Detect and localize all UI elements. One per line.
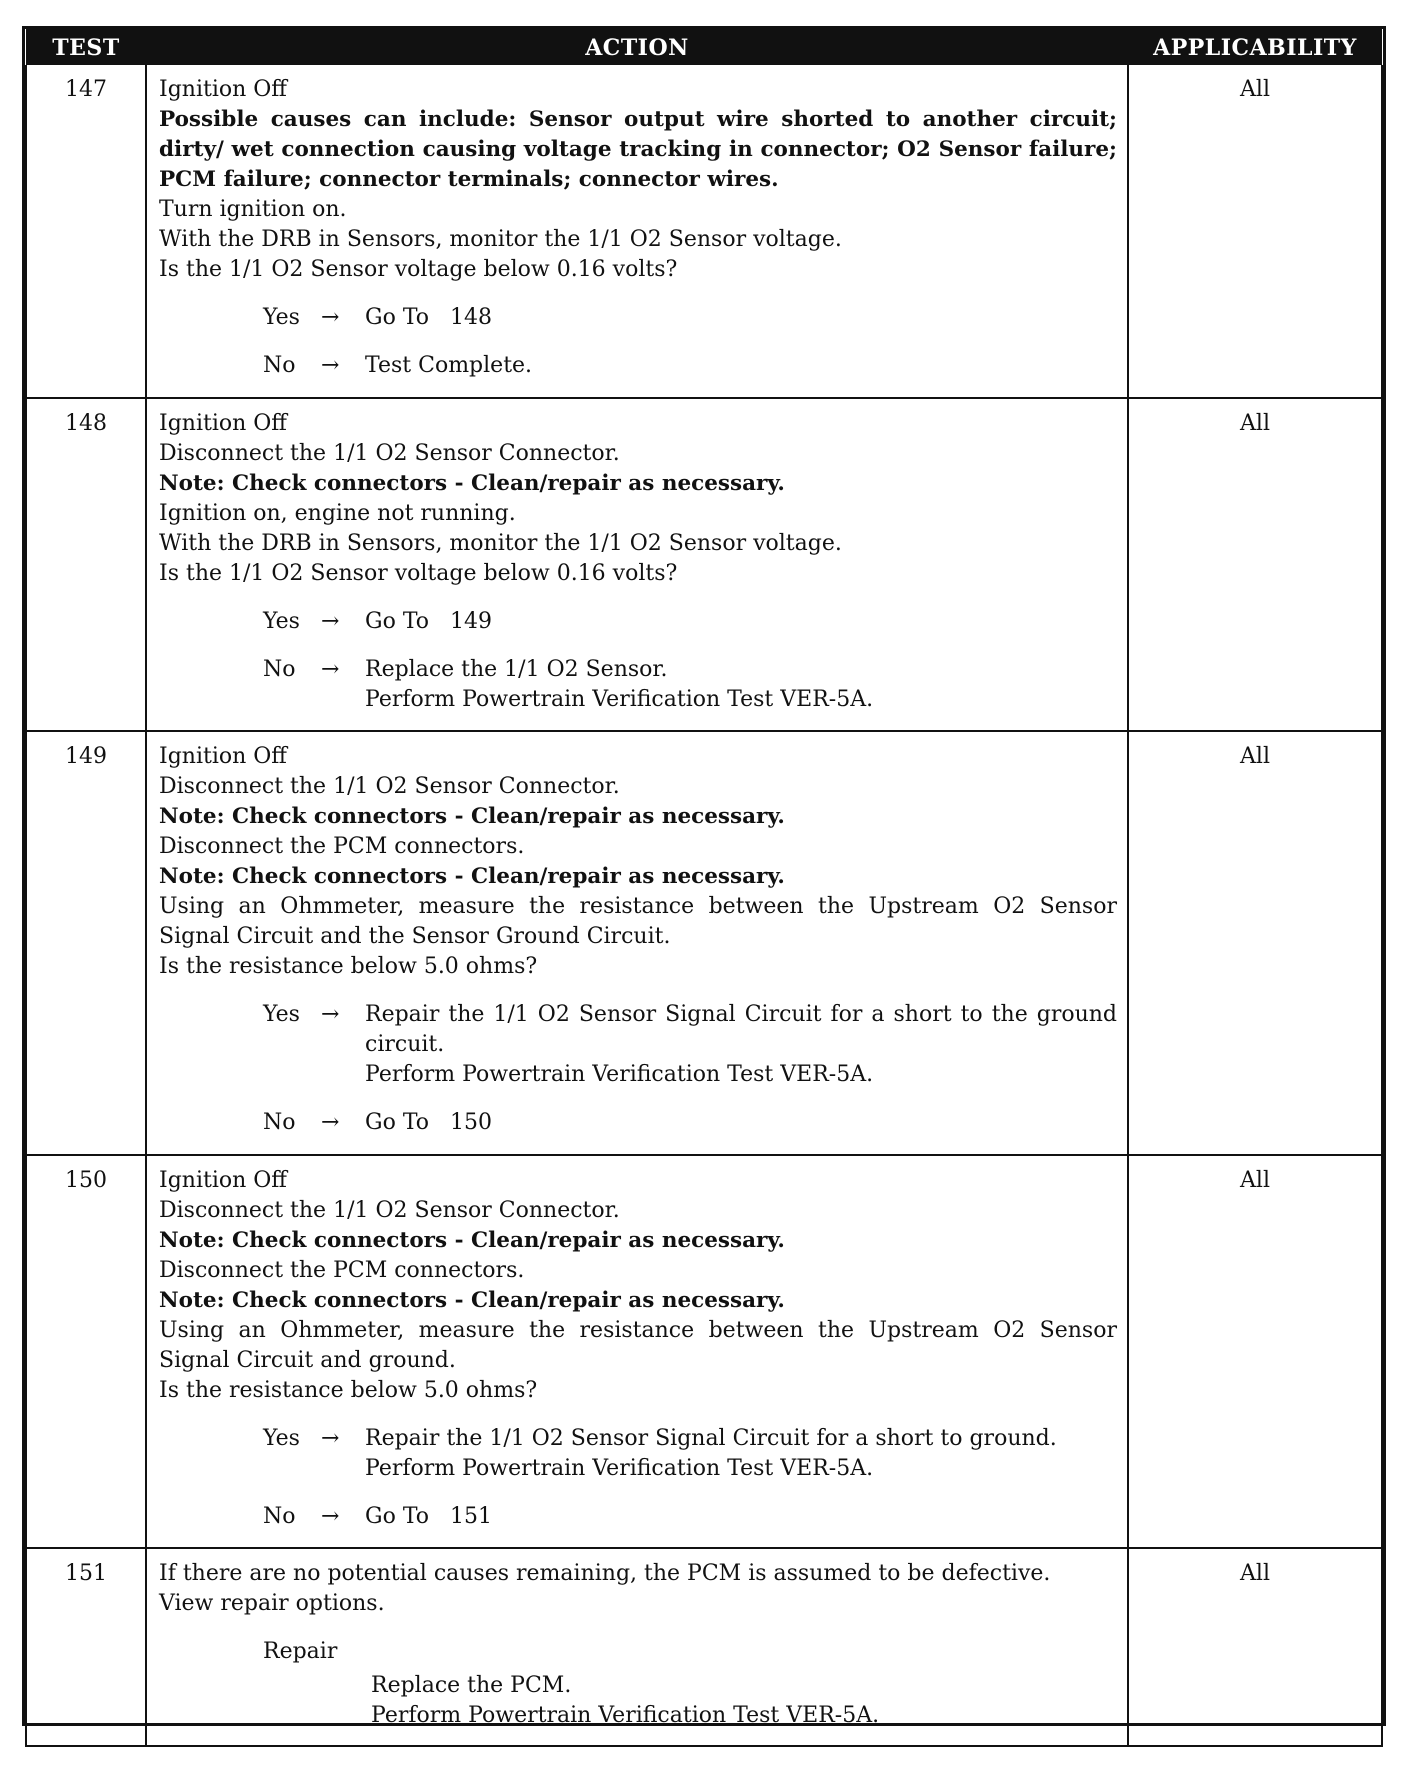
- applicability-value: All: [1128, 398, 1382, 731]
- action-line: Ignition Off: [159, 744, 287, 769]
- no-result-line: Perform Powertrain Verification Test VER-5A.: [365, 687, 874, 712]
- applicability-value: All: [1128, 65, 1382, 398]
- yes-result-line: Perform Powertrain Verification Test VER-5A.: [365, 1062, 874, 1087]
- test-action: [146, 65, 1128, 398]
- action-line: Disconnect the PCM connectors.: [159, 834, 525, 859]
- test-number: 149: [26, 731, 146, 1155]
- no-result: Test Complete.: [365, 353, 533, 378]
- test-row-150: [26, 1155, 1382, 1548]
- test-action: [146, 731, 1128, 1155]
- no-label: No: [263, 1110, 296, 1135]
- test-number: 148: [26, 398, 146, 731]
- no-result-line: Replace the 1/1 O2 Sensor.: [365, 657, 668, 682]
- yes-result: Go To 148: [365, 305, 492, 330]
- yes-result: Go To 149: [365, 609, 492, 634]
- yes-label: Yes: [263, 1426, 300, 1451]
- diagnostic-test-table: [25, 29, 1383, 1747]
- arrow-right-icon: →: [321, 657, 340, 682]
- applicability-value: All: [1128, 1155, 1382, 1548]
- action-line: Using an Ohmmeter, measure the resistance between the Upstream O2 Sensor Signal Circuit and the Sensor Ground Circuit.: [159, 894, 1117, 949]
- arrow-right-icon: →: [321, 609, 340, 634]
- arrow-right-icon: →: [321, 1504, 340, 1529]
- test-row-147: [26, 65, 1382, 398]
- action-line: Disconnect the PCM connectors.: [159, 1258, 525, 1283]
- yes-branch: [263, 607, 1117, 637]
- header-action: ACTION: [146, 29, 1128, 65]
- arrow-right-icon: →: [321, 1426, 340, 1451]
- no-result: [365, 655, 1117, 715]
- action-question: Is the resistance below 5.0 ohms?: [159, 954, 538, 979]
- no-branch: [263, 351, 1117, 381]
- repair-line: Perform Powertrain Verification Test VER-5A.: [371, 1703, 880, 1728]
- note-line: Note: Check connectors - Clean/repair as necessary.: [159, 471, 785, 496]
- arrow-right-icon: →: [321, 305, 340, 330]
- yes-label: Yes: [263, 305, 300, 330]
- yes-label: Yes: [263, 1002, 300, 1027]
- action-question: Is the 1/1 O2 Sensor voltage below 0.16 volts?: [159, 257, 678, 282]
- note-line: Note: Check connectors - Clean/repair as necessary.: [159, 1288, 785, 1313]
- note-line: Note: Check connectors - Clean/repair as necessary.: [159, 804, 785, 829]
- header-applicability: APPLICABILITY: [1128, 29, 1382, 65]
- header-test: TEST: [26, 29, 146, 65]
- no-label: No: [263, 1504, 296, 1529]
- applicability-value: All: [1128, 731, 1382, 1155]
- action-line: View repair options.: [159, 1591, 385, 1616]
- test-row-151: [26, 1548, 1382, 1746]
- repair-options: [371, 1671, 1117, 1739]
- action-line: With the DRB in Sensors, monitor the 1/1 O2 Sensor voltage.: [159, 531, 842, 556]
- no-branch: [263, 655, 1117, 715]
- action-line: Ignition Off: [159, 411, 287, 436]
- test-row-148: [26, 398, 1382, 731]
- action-line: Turn ignition on.: [159, 197, 347, 222]
- test-number: 147: [26, 65, 146, 398]
- yes-result: [365, 1424, 1117, 1484]
- yes-branch: [263, 303, 1117, 333]
- yes-result: [365, 1000, 1117, 1090]
- arrow-right-icon: →: [321, 1002, 340, 1027]
- test-number: 150: [26, 1155, 146, 1548]
- no-result: Go To 150: [365, 1110, 492, 1135]
- action-line: If there are no potential causes remaining, the PCM is assumed to be defective.: [159, 1561, 1051, 1586]
- yes-branch: [263, 1000, 1117, 1090]
- no-branch: [263, 1502, 1117, 1532]
- no-label: No: [263, 353, 296, 378]
- applicability-value: All: [1128, 1548, 1382, 1746]
- no-branch: [263, 1108, 1117, 1138]
- table-header-row: [26, 29, 1382, 65]
- test-row-149: [26, 731, 1382, 1155]
- note-line: Note: Check connectors - Clean/repair as necessary.: [159, 1228, 785, 1253]
- test-action: [146, 1548, 1128, 1746]
- test-number: 151: [26, 1548, 146, 1746]
- diagnostic-test-table-frame: [22, 26, 1386, 1726]
- action-question: Is the resistance below 5.0 ohms?: [159, 1378, 538, 1403]
- test-action: [146, 398, 1128, 731]
- no-label: No: [263, 657, 296, 682]
- test-action: [146, 1155, 1128, 1548]
- yes-result-line: Perform Powertrain Verification Test VER-5A.: [365, 1456, 874, 1481]
- note-line: Note: Check connectors - Clean/repair as necessary.: [159, 864, 785, 889]
- action-line: Ignition Off: [159, 1168, 287, 1193]
- repair-line: Replace the PCM.: [371, 1673, 572, 1698]
- action-question: Is the 1/1 O2 Sensor voltage below 0.16 volts?: [159, 561, 678, 586]
- action-line: With the DRB in Sensors, monitor the 1/1 O2 Sensor voltage.: [159, 227, 842, 252]
- yes-branch: [263, 1424, 1117, 1484]
- arrow-right-icon: →: [321, 353, 340, 378]
- action-line: Using an Ohmmeter, measure the resistance between the Upstream O2 Sensor Signal Circuit and ground.: [159, 1318, 1117, 1373]
- yes-label: Yes: [263, 609, 300, 634]
- action-line: Ignition on, engine not running.: [159, 501, 516, 526]
- action-line: Disconnect the 1/1 O2 Sensor Connector.: [159, 1198, 620, 1223]
- no-result: Go To 151: [365, 1504, 492, 1529]
- action-line: Disconnect the 1/1 O2 Sensor Connector.: [159, 441, 620, 466]
- repair-label: Repair: [263, 1639, 338, 1664]
- yes-result-line: Repair the 1/1 O2 Sensor Signal Circuit for a short to ground.: [365, 1426, 1057, 1451]
- action-line: Disconnect the 1/1 O2 Sensor Connector.: [159, 774, 620, 799]
- action-line: Ignition Off: [159, 77, 287, 102]
- yes-result-line: Repair the 1/1 O2 Sensor Signal Circuit for a short to the ground circuit.: [365, 1002, 1117, 1057]
- possible-causes: Possible causes can include: Sensor output wire shorted to another circuit; dirty/ wet connection causing voltage tracking in connector; O2 Sensor failure; PCM failure; connector terminals; connector wires.: [159, 107, 1117, 192]
- arrow-right-icon: →: [321, 1110, 340, 1135]
